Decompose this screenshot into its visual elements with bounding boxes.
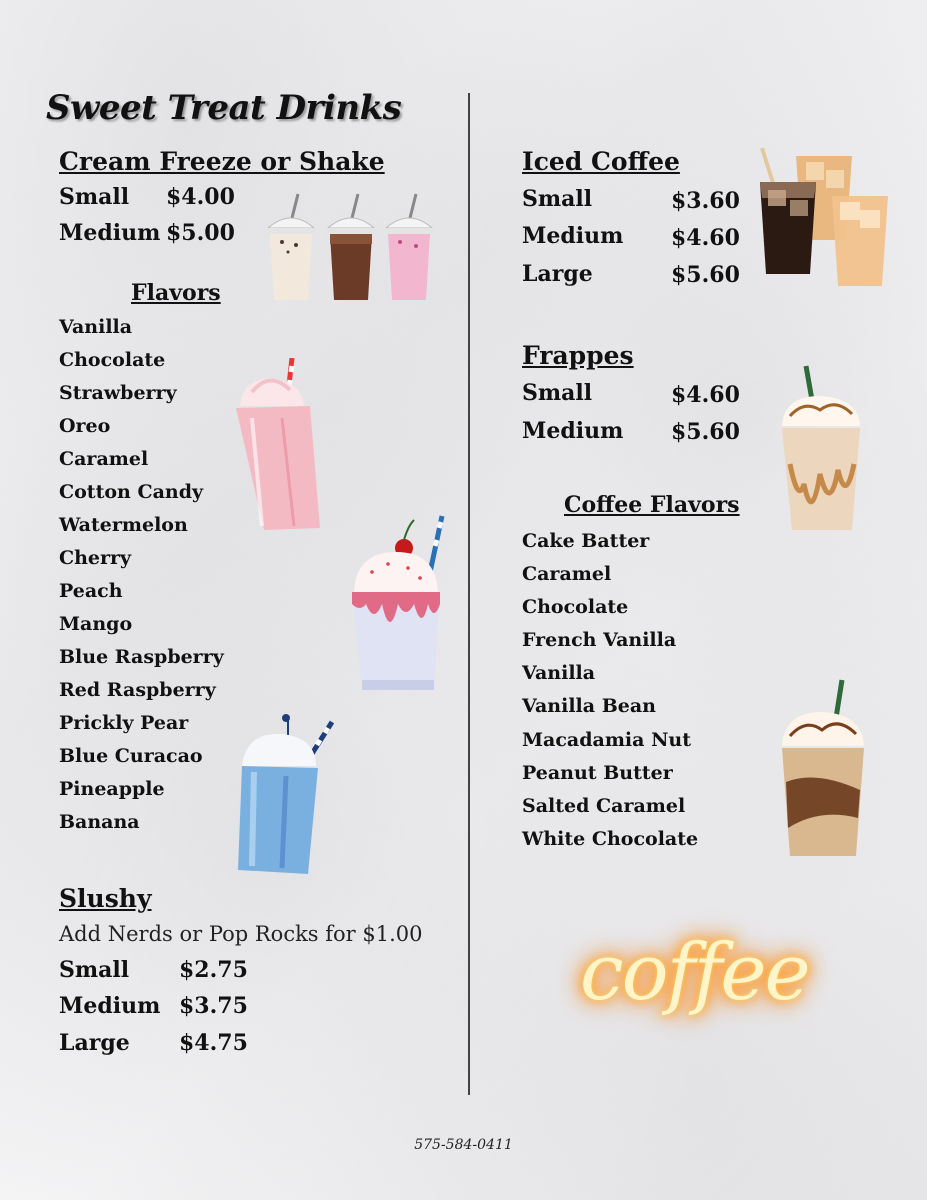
coffee-flavor-item: White Chocolate: [522, 828, 699, 850]
iced-size-label: Large: [522, 261, 593, 287]
slushy-size-price: $4.75: [179, 1030, 248, 1056]
coffee-flavor-item: Macadamia Nut: [522, 729, 692, 751]
coffee-flavor-item: Peanut Butter: [522, 762, 673, 784]
frappe-mocha-icon: [776, 678, 870, 860]
iced-size-price: $5.60: [671, 262, 740, 288]
coffee-flavor-item: Caramel: [522, 563, 612, 585]
slushy-note: Add Nerds or Pop Rocks for $1.00: [59, 922, 423, 946]
flavor-item: Blue Curacao: [59, 745, 203, 767]
coffee-flavor-item: Cake Batter: [522, 530, 650, 552]
coffee-flavor-item: Salted Caramel: [522, 795, 686, 817]
cream-size-price: $4.00: [166, 184, 235, 210]
coffee-flavor-item: Chocolate: [522, 596, 629, 618]
frappes-size-price: $5.60: [671, 419, 740, 445]
coffee-flavors-heading: Coffee Flavors: [564, 492, 740, 518]
flavor-item: Caramel: [59, 448, 149, 470]
cherry-sundae-shake-icon: [348, 512, 448, 696]
phone-number: 575-584-0411: [414, 1137, 513, 1153]
coffee-flavor-item: Vanilla: [522, 662, 596, 684]
cream-size-label: Medium: [59, 220, 161, 246]
three-shakes-icon: [262, 190, 440, 305]
flavor-item: Red Raspberry: [59, 679, 216, 701]
slushy-size-label: Small: [59, 957, 130, 983]
cream-heading: Cream Freeze or Shake: [59, 147, 385, 176]
iced-size-price: $3.60: [671, 188, 740, 214]
flavor-item: Vanilla: [59, 316, 133, 338]
flavor-item: Watermelon: [59, 514, 188, 536]
iced-heading: Iced Coffee: [522, 147, 680, 176]
flavor-item: Strawberry: [59, 382, 177, 404]
flavor-item: Peach: [59, 580, 123, 602]
slushy-heading: Slushy: [59, 884, 152, 913]
flavor-item: Oreo: [59, 415, 111, 437]
cream-size-price: $5.00: [166, 220, 235, 246]
flavor-item: Pineapple: [59, 778, 165, 800]
iced-size-label: Medium: [522, 223, 624, 249]
iced-size-price: $4.60: [671, 225, 740, 251]
flavor-item: Prickly Pear: [59, 712, 189, 734]
flavor-item: Mango: [59, 613, 133, 635]
slushy-size-label: Large: [59, 1030, 130, 1056]
strawberry-shake-icon: [232, 358, 324, 534]
column-divider: [468, 93, 470, 1095]
cream-size-label: Small: [59, 184, 130, 210]
coffee-neon-sign: coffee: [580, 928, 809, 1018]
frappes-size-label: Small: [522, 380, 593, 406]
iced-size-label: Small: [522, 186, 593, 212]
flavors-heading: Flavors: [131, 280, 221, 306]
iced-coffee-cups-icon: [754, 146, 892, 292]
frappes-heading: Frappes: [522, 341, 634, 370]
frappes-size-price: $4.60: [671, 382, 740, 408]
slushy-size-label: Medium: [59, 993, 161, 1019]
slushy-size-price: $3.75: [179, 993, 248, 1019]
page-title: Sweet Treat Drinks: [46, 88, 402, 128]
frappes-size-label: Medium: [522, 418, 624, 444]
flavor-item: Chocolate: [59, 349, 166, 371]
coffee-flavor-item: French Vanilla: [522, 629, 677, 651]
blue-shake-icon: [234, 710, 338, 878]
frappe-caramel-icon: [776, 364, 866, 534]
flavor-item: Cherry: [59, 547, 132, 569]
flavor-item: Cotton Candy: [59, 481, 204, 503]
flavor-item: Banana: [59, 811, 140, 833]
flavor-item: Blue Raspberry: [59, 646, 224, 668]
coffee-flavor-item: Vanilla Bean: [522, 695, 656, 717]
slushy-size-price: $2.75: [179, 957, 248, 983]
